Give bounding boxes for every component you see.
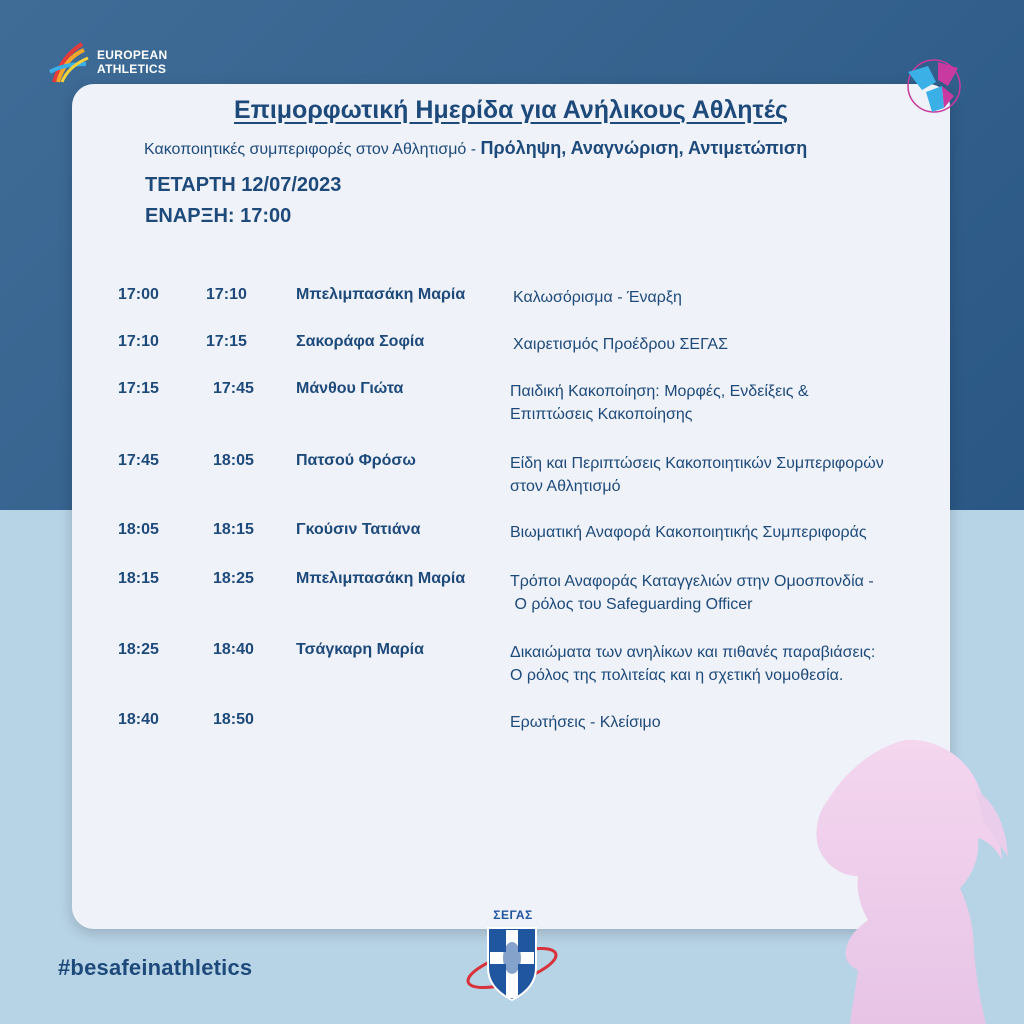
speaker-name: Πατσού Φρόσω [296,452,416,469]
start-time: 18:15 [118,570,159,587]
event-start-time: ΕΝΑΡΞΗ: 17:00 [145,205,292,227]
session-topic [510,521,867,544]
end-time: 18:05 [213,452,254,469]
start-time: 17:15 [118,380,159,397]
start-time: 17:45 [118,452,159,469]
session-topic [510,380,809,426]
speaker-name: Σακοράφα Σοφία [296,333,425,350]
page-title: Επιμορφωτική Ημερίδα για Ανήλικους Αθλητές [234,96,788,124]
end-time: 17:15 [206,333,247,350]
topic-line: Επιπτώσεις Κακοποίησης [510,406,693,423]
end-time: 17:45 [213,380,254,397]
schedule-row [0,380,1024,430]
topic-line: Είδη και Περιπτώσεις Κακοποιητικών Συμπεριφορών [510,455,884,472]
topic-line: Χαιρετισμός Προέδρου ΣΕΓΑΣ [513,336,728,353]
schedule-row [0,333,1024,383]
org-line2: ATHLETICS [97,62,167,76]
topic-line: Βιωματική Αναφορά Κακοποιητικής Συμπεριφοράς [510,524,867,541]
topic-line: Ο ρόλος της πολιτείας και η σχετική νομοθεσία. [510,667,844,684]
session-topic [510,711,661,734]
start-time: 17:10 [118,333,159,350]
segas-label: ΣΕΓΑΣ [493,908,533,922]
subtitle-prefix: Κακοποιητικές συμπεριφορές στον Αθλητισμό - [144,141,481,158]
end-time: 18:40 [213,641,254,658]
end-time: 18:50 [213,711,254,728]
topic-line: Δικαιώματα των ανηλίκων και πιθανές παραβιάσεις: [510,644,876,661]
schedule-row [0,286,1024,336]
schedule-row [0,641,1024,691]
schedule-row [0,570,1024,620]
end-time: 18:25 [213,570,254,587]
session-topic [513,333,728,356]
topic-line: Ο ρόλος του Safeguarding Officer [510,596,753,613]
child-silhouette-illustration [810,730,1010,1024]
org-line1: EUROPEAN [97,48,168,62]
speaker-name: Μάνθου Γιώτα [296,380,404,397]
topic-line: Ερωτήσεις - Κλείσιμο [510,714,661,731]
topic-line: Τρόποι Αναφοράς Καταγγελιών στην Ομοσπονδία - [510,573,874,590]
event-date: ΤΕΤΑΡΤΗ 12/07/2023 [145,174,342,196]
speaker-name: Γκούσιν Τατιάνα [296,521,421,538]
european-athletics-wordmark [97,48,167,76]
start-time: 17:00 [118,286,159,303]
hashtag: #besafeinathletics [58,955,253,980]
speaker-name: Τσάγκαρη Μαρία [296,641,424,658]
speaker-name: Μπελιμπασάκη Μαρία [296,286,466,303]
topic-line: στον Αθλητισμό [510,478,621,495]
session-topic [513,286,682,309]
topic-line: Παιδική Κακοποίηση: Μορφές, Ενδείξεις & [510,383,809,400]
speaker-name: Μπελιμπασάκη Μαρία [296,570,466,587]
start-time: 18:25 [118,641,159,658]
session-topic [510,570,874,616]
start-time: 18:40 [118,711,159,728]
topic-line: Καλωσόρισμα - Έναρξη [513,289,682,306]
session-topic [510,641,875,687]
schedule-row [0,521,1024,571]
end-time: 17:10 [206,286,247,303]
subtitle-emphasis: Πρόληψη, Αναγνώριση, Αντιμετώπιση [480,138,808,158]
segas-logo [462,908,562,1008]
schedule-row [0,452,1024,502]
end-time: 18:15 [213,521,254,538]
session-topic [510,452,884,498]
subtitle [144,138,807,159]
start-time: 18:05 [118,521,159,538]
